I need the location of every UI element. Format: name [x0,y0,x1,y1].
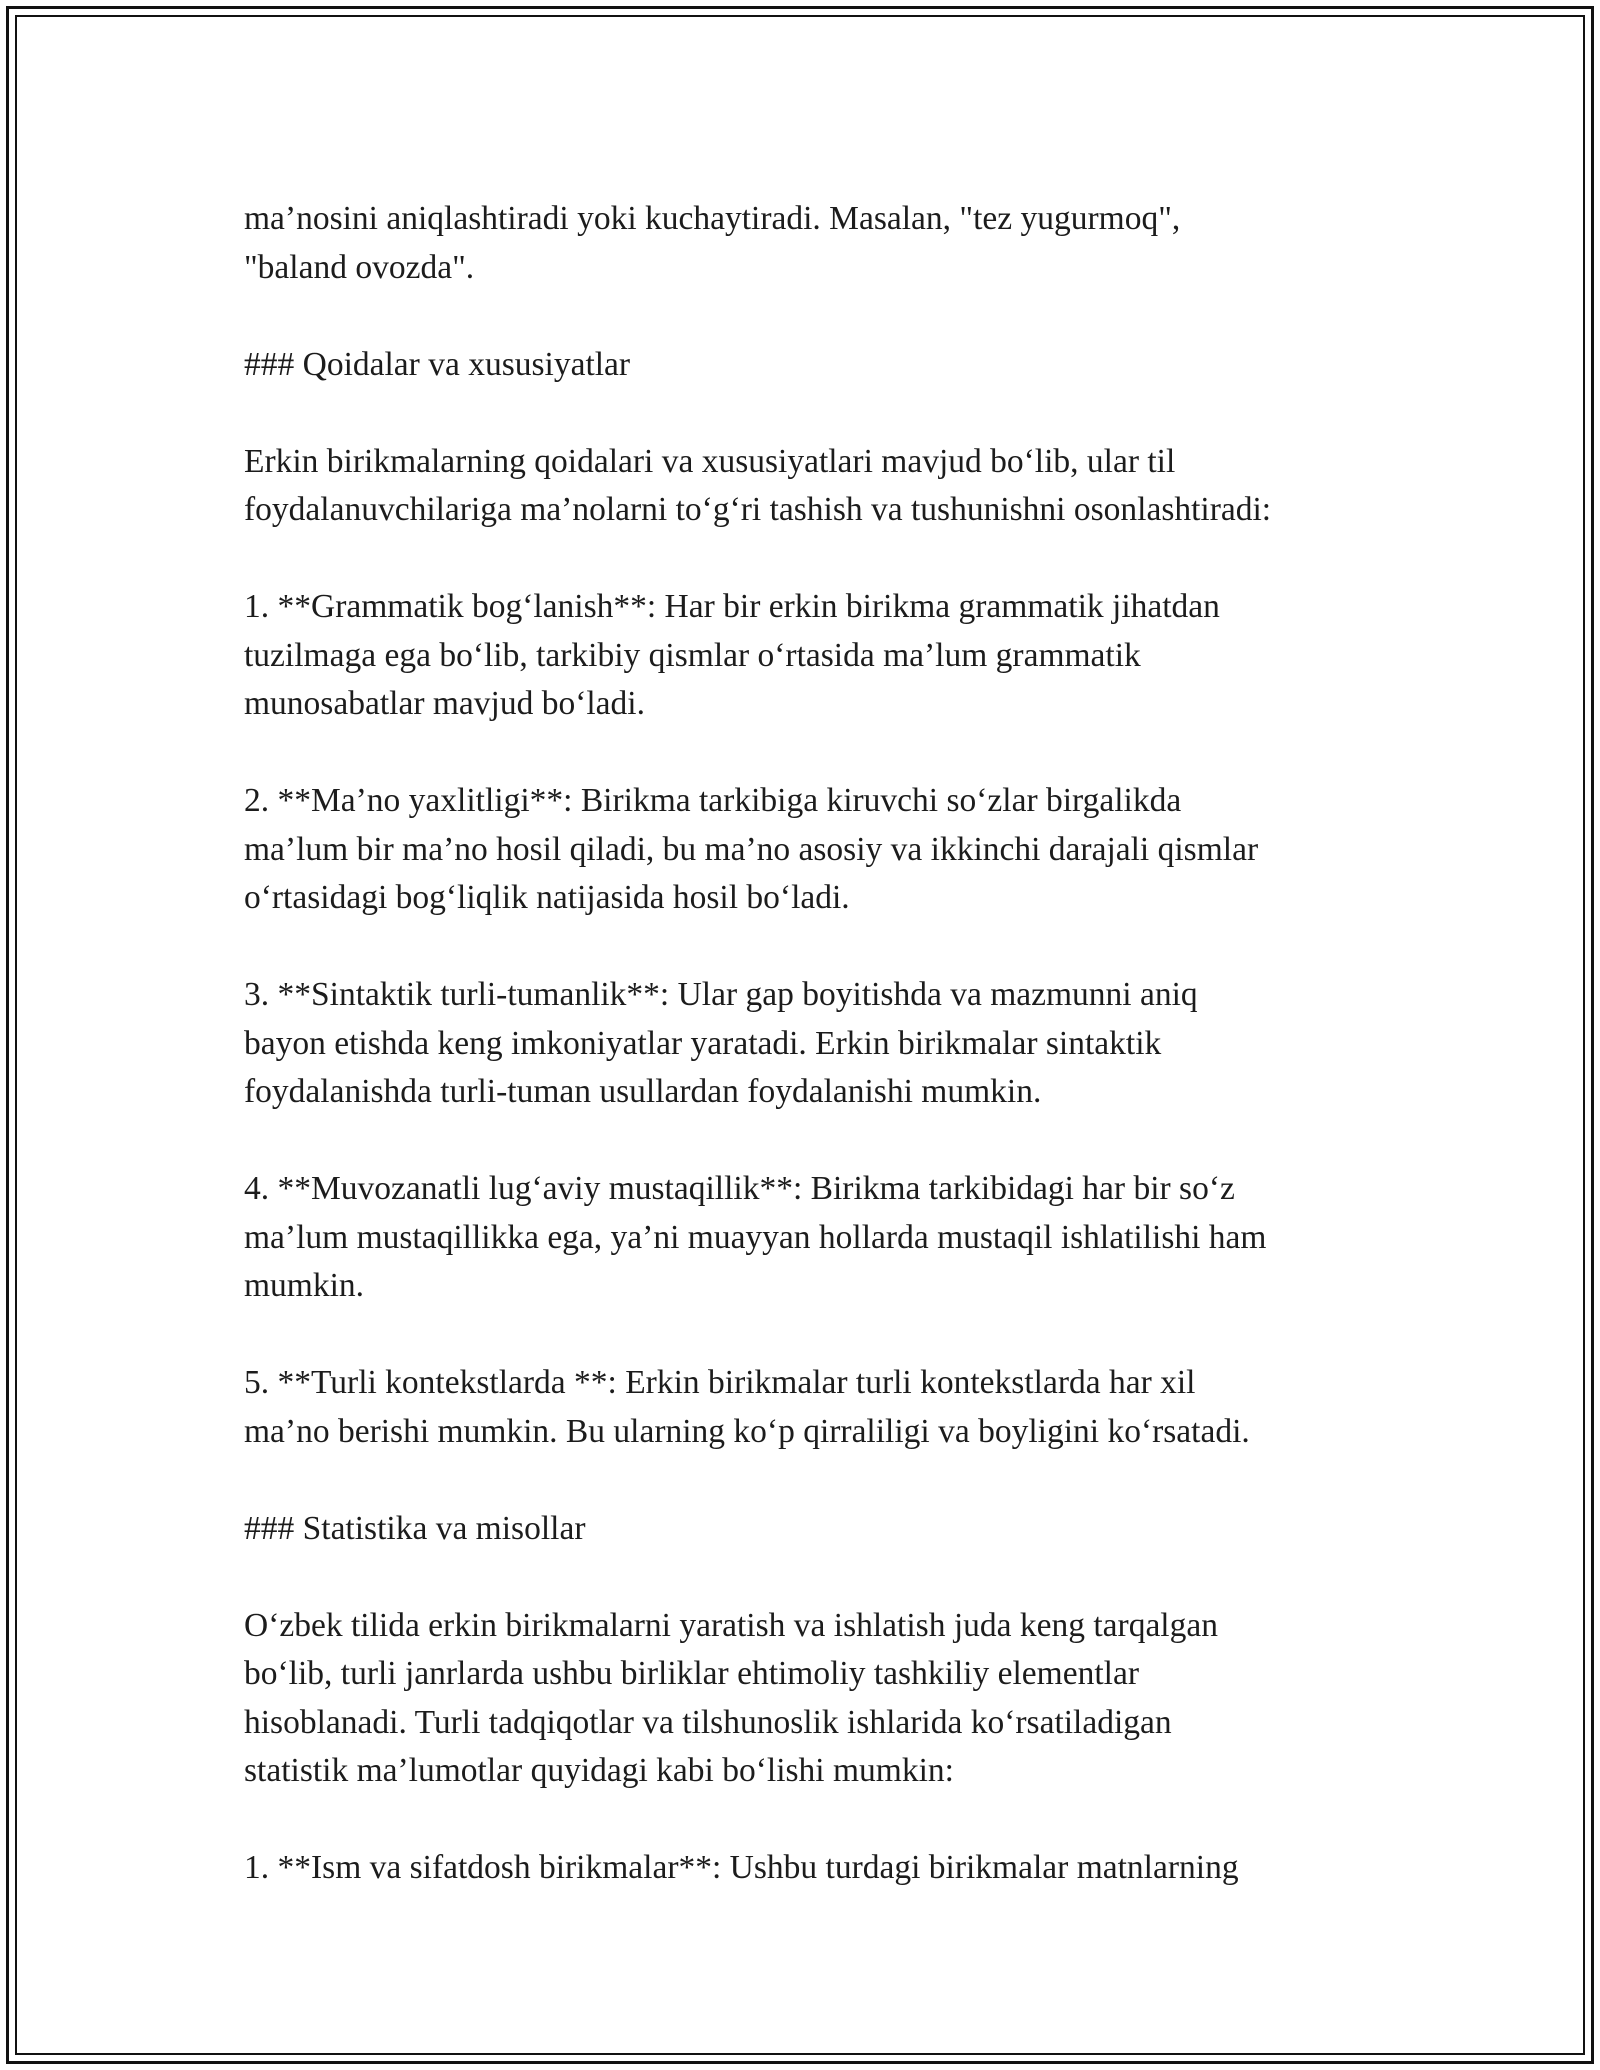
text-line: "baland ovozda". [244,248,475,286]
section-heading [244,341,1384,390]
page-frame [6,6,1594,2064]
text-line: 3. **Sintaktik turli-tumanlik**: Ular gap boyitishda va mazmunni aniq [244,976,1198,1013]
text-line: foydalanuvchilariga ma’nolarni to‘g‘ri tashish va tushunishni osonlashtiradi: [244,491,1272,528]
section-heading [244,1505,1384,1554]
text-line: Erkin birikmalarning qoidalari va xususiyatlari mavjud bo‘lib, ular til [244,442,1176,480]
text-line: O‘zbek tilida erkin birikmalarni yaratish va ishlatish juda keng tarqalgan [244,1606,1218,1644]
text-line: ma’no berishi mumkin. Bu ularning ko‘p qirraliligi va boyligini ko‘rsatadi. [244,1412,1250,1450]
text-line: 4. **Muvozanatli lug‘aviy mustaqillik**: Birikma tarkibidagi har bir so‘z [244,1170,1235,1207]
text-line: 1. **Ism va sifatdosh birikmalar**: Ushbu turdagi birikmalar matnlarning [244,1849,1239,1886]
text-line: statistik ma’lumotlar quyidagi kabi bo‘lishi mumkin: [244,1752,954,1789]
text-line: bayon etishda keng imkoniyatlar yaratadi. Erkin birikmalar sintaktik [244,1024,1162,1062]
text-line: ma’nosini aniqlashtiradi yoki kuchaytiradi. Masalan, "tez yugurmoq", [244,200,1181,237]
text-line: 1. **Grammatik bog‘lanish**: Har bir erkin birikma grammatik jihatdan [244,588,1220,625]
text-line: mumkin. [244,1267,365,1304]
text-line: ### Statistika va misollar [244,1509,586,1547]
text-line: tuzilmaga ega bo‘lib, tarkibiy qismlar o‘rtasida ma’lum grammatik [244,636,1141,674]
text-line: 5. **Turli kontekstlarda **: Erkin birikmalar turli kontekstlarda har xil [244,1364,1196,1401]
list-item [244,1844,1384,1893]
text-line: hisoblanadi. Turli tadqiqotlar va tilshunoslik ishlarida ko‘rsatiladigan [244,1703,1172,1741]
list-item [244,1359,1384,1456]
text-line: ma’lum mustaqillikka ega, ya’ni muayyan hollarda mustaqil ishlatilishi ham [244,1218,1267,1256]
paragraph [244,1602,1384,1796]
list-item [244,971,1384,1117]
paragraph [244,438,1384,535]
text-line: o‘rtasidagi bog‘liqlik natijasida hosil bo‘ladi. [244,879,850,916]
paragraph [244,195,1384,292]
text-line: 2. **Ma’no yaxlitligi**: Birikma tarkibiga kiruvchi so‘zlar birgalikda [244,782,1182,819]
page-content [244,195,1384,1941]
list-item [244,777,1384,923]
list-item [244,583,1384,729]
text-line: bo‘lib, turli janrlarda ushbu birliklar ehtimoliy tashkiliy elementlar [244,1655,1139,1692]
list-item [244,1165,1384,1311]
text-line: ma’lum bir ma’no hosil qiladi, bu ma’no asosiy va ikkinchi darajali qismlar [244,830,1259,868]
text-line: foydalanishda turli-tuman usullardan foydalanishi mumkin. [244,1073,1042,1110]
text-line: ### Qoidalar va xususiyatlar [244,345,631,383]
text-line: munosabatlar mavjud bo‘ladi. [244,685,645,722]
